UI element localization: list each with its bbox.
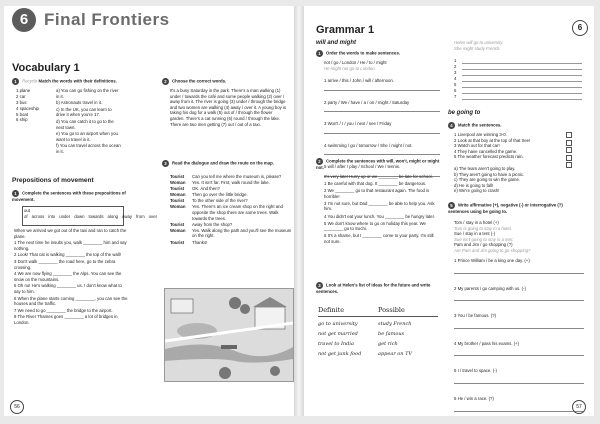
answer-line — [462, 94, 582, 100]
table-header — [318, 306, 438, 317]
answer-line — [454, 273, 584, 286]
dialogue-speaker: Tourist — [170, 239, 185, 245]
dialogue-text: Yes. There's an ice cream shop on the right and opposite the shop there are some trees. Walk towards the trees. — [192, 204, 283, 221]
vocab-word: 4 spaceship — [16, 105, 39, 111]
answer-line-number: 7 — [454, 94, 457, 99]
answer-line — [454, 411, 584, 416]
dialogue-speaker: Woman — [170, 227, 186, 233]
answer-line-number: 5 — [454, 82, 457, 87]
answer-line-number: 2 — [454, 64, 457, 69]
table-cell: go to university — [318, 321, 358, 327]
helen-ideas-table — [318, 306, 438, 376]
unit-badge-right: 6 — [572, 20, 588, 36]
g1-item: 4 swimming / go / tomorrow / She / might / not. — [324, 142, 413, 148]
table-cell: not get married — [318, 331, 358, 337]
g1-item: 5 will / after / play / School / We / tennis. — [324, 164, 401, 170]
dialogue-speaker: Woman — [170, 192, 186, 198]
table-cell: get rich — [378, 341, 398, 347]
g5-instruction: 5 Write affirmative (+), negative (-) or interrogative (?) sentences using be going to. — [448, 202, 563, 214]
g2-item: 3 I'm not sure, but Dad ________ be able to help you. Ask him. — [324, 200, 435, 212]
table-cell: study French — [378, 321, 412, 327]
answer-line — [454, 355, 584, 368]
ex2-instruction: 2 Choose the correct words. — [162, 78, 290, 85]
g5-example: Sue / stay in a tent (-) — [454, 231, 496, 237]
dialogue-text: Then go over the little bridge. — [192, 192, 248, 198]
answer-box — [566, 132, 572, 138]
table-cell: be famous — [378, 331, 405, 337]
dialogue-line — [170, 240, 292, 246]
answer-line — [454, 383, 584, 396]
helen-example-2: She might study French. — [454, 46, 501, 51]
g2-item: 2 We ________ go to that restaurant again. The food is horrible! — [324, 188, 430, 199]
g4-answers — [454, 166, 582, 194]
g4-answer: e) We're going to crash! — [454, 188, 500, 194]
park-map-svg — [165, 289, 293, 381]
g1-instruction: 1 Order the words to make sentences. — [316, 50, 441, 57]
unit-badge: 6 — [12, 8, 36, 32]
table-cell: travel to India — [318, 341, 354, 347]
dialogue-text: Can you tell me where the museum is, please? — [192, 174, 282, 179]
vocab-definitions — [56, 88, 122, 156]
dialogue-line — [170, 192, 292, 198]
g4-item: 1 Liverpool are winning 3-0. — [454, 132, 507, 137]
dialogue-speaker: Woman — [170, 204, 186, 210]
dialogue-text: Thanks! — [192, 239, 208, 245]
dialogue-line — [170, 174, 292, 180]
g5-example: Tom / stay in a hotel (+) — [454, 220, 499, 225]
vocab-word: 2 car — [16, 93, 26, 99]
g4-item: 4 They have cancelled the game. — [454, 148, 518, 154]
g1-example: not / go / London / He / to / might — [324, 60, 387, 65]
table-cell: appear on TV — [378, 351, 413, 357]
dialogue-speaker: Tourist — [170, 221, 185, 227]
ex2-text: It's a busy Saturday in the park. There's a man walking (1) under / towards the café and some people walking (2) over / away from it. The river is going (3) under / through the bridge and two women are walking (4) away / over it. A young boy is taking his dog for a walk (5) out of / through the flower garden. There's a cat running (6) round / through the lake. There are two men getting (7) out / out of a taxi. — [170, 88, 287, 127]
answer-box — [566, 140, 572, 146]
answer-line — [454, 328, 584, 341]
answer-box — [566, 147, 572, 153]
word-box-item: from — [136, 213, 145, 219]
word-box-item: under — [59, 213, 71, 219]
g5-examples — [454, 220, 584, 254]
prepositions-title: Prepositions of movement — [12, 177, 94, 184]
g2-item: It's very late! Hurry up or we ________ be late for school. — [324, 174, 433, 179]
right-page — [304, 6, 594, 416]
unit-header — [4, 6, 294, 36]
ex1-items — [14, 228, 128, 327]
dialogue-text: OK. And then? — [192, 186, 220, 192]
word-box-item: out of — [24, 208, 30, 219]
vocab-word: 6 ship — [16, 117, 28, 123]
answer-line-number: 4 — [454, 76, 457, 81]
ex1-sentence: 1 The next time he insults you, walk ________ him and say nothing. — [14, 240, 127, 251]
word-box-item: along — [107, 213, 119, 219]
g1-item: 2 party / We / have / a / on / might / Saturday — [324, 99, 410, 105]
answer-line — [454, 300, 584, 313]
will-might-subtitle: will and might — [316, 40, 356, 46]
park-map-illustration — [164, 288, 294, 382]
answer-box — [566, 155, 572, 161]
g2-item: 4 You didn't eat your lunch. You ________ be hungry later. — [324, 213, 435, 219]
dialogue-line — [170, 228, 292, 239]
table-head-cell: Definite — [318, 306, 345, 314]
answer-line — [324, 133, 440, 143]
vocab-definition: d) You can catch it to go to the next town. — [56, 118, 114, 130]
book-gutter — [294, 6, 304, 416]
vocab-instruction: 1 Recycle Match the words with their definitions. — [12, 78, 117, 85]
answer-line-number: 1 — [454, 58, 457, 63]
dialogue-speaker: Tourist — [170, 198, 185, 204]
ex3-instruction: 3 Read the dialogue and draw the route on the map. — [162, 160, 290, 167]
g5-items — [454, 258, 584, 416]
table-row — [318, 331, 438, 337]
g4-answer: c) They are going to win the game. — [454, 177, 521, 183]
dialogue-line — [170, 222, 292, 228]
ex1-instruction: 1 Complete the sentences with these prepositions of movement. — [12, 190, 126, 202]
g4-item: 5 The weather forecast predicts rain. — [454, 154, 524, 160]
dialogue-speaker: Tourist — [170, 186, 185, 192]
g5-item: 3 You / be famous. (?) — [454, 313, 497, 319]
table-row — [318, 351, 438, 357]
g1-item: 1 arrive / this / John / will / afternoon. — [324, 78, 394, 83]
left-page — [4, 6, 294, 416]
dialogue-text: Yes. Walk along the path and you'll see the museum on the right. — [192, 227, 292, 239]
vocab-definition: c) In the UK, you can learn to drive it when you're 17. — [56, 106, 112, 118]
word-box-item: away — [122, 213, 133, 219]
g5-example: Sue isn't going to stay in a tent. — [454, 236, 514, 242]
g4-answer: b) They aren't going to have a picnic. — [454, 171, 525, 177]
g5-example: Are Pam and Jim going to go shopping? — [454, 247, 531, 253]
word-box-item: across — [31, 213, 45, 219]
answer-line — [324, 111, 440, 121]
vocab-words — [16, 88, 39, 123]
unit-title: Final Frontiers — [44, 10, 170, 29]
dialogue-text: Away from the shop? — [192, 221, 233, 227]
g4-answer: d) He is going to fall! — [454, 182, 494, 188]
answer-line — [324, 90, 440, 100]
answer-line-row — [454, 94, 582, 100]
ex1-sentence: 2 Look! That cat is walking ________ the top of the wall! — [14, 252, 121, 258]
dialogue-line — [170, 204, 292, 221]
ex1-sentence: 8 The River Thames goes ________ a lot of bridges in London. — [14, 314, 118, 325]
dialogue-speaker: Woman — [170, 180, 186, 186]
word-box-item: down — [74, 213, 85, 219]
g4-item: 2 Look at that boy at the top of that tree! — [454, 137, 531, 143]
ex1-sentence: 3 Don't walk ________ the road here, go to the zebra crossing. — [14, 258, 116, 270]
dialogue-line — [170, 180, 292, 186]
g5-example: Pam and Jim / go shopping (?) — [454, 242, 513, 248]
g2-item: 6 It's a shame, but I ________ come to your party. I'm still not sure. — [324, 233, 434, 244]
g5-item: 1 Prince William / be a king one day. (+) — [454, 258, 530, 263]
ex1-sentence: 4 We are now flying ________ the Alps. You can see the snow on the mountains. — [14, 271, 122, 282]
dialogue-text: To the other side of the river? — [192, 198, 248, 204]
g2-instruction: 2 Complete the sentences with will, won't, might or might not. — [316, 158, 440, 170]
g4-answer-boxes — [566, 132, 578, 170]
g4-item: 3 Watch out for that car! — [454, 143, 500, 149]
g5-item: 4 My brother / pass his exams. (+) — [454, 340, 520, 346]
answer-line-number: 6 — [454, 88, 457, 93]
page-number-left: 56 — [10, 400, 24, 414]
g2-item: 5 We don't know where to go on holiday this year. We ________ go to Sochi. — [324, 220, 426, 232]
be-going-to-subtitle: be going to — [448, 110, 481, 116]
g1-example-answer: He might not go to London. — [324, 66, 376, 71]
g4-items — [454, 132, 564, 160]
word-box-item: over — [148, 213, 158, 219]
word-box-item: towards — [88, 213, 104, 219]
grammar-title: Grammar 1 — [316, 24, 375, 36]
vocab-definition: b) Astronauts travel in it. — [56, 100, 103, 106]
vocab-definition: a) You can go fishing on the river in it. — [56, 88, 119, 99]
page-number-right: 57 — [572, 400, 586, 414]
g5-item: 6 He / win a race. (?) — [454, 395, 494, 401]
ex1-sentence: 5 Oh no! He's walking ________ us. I don't know what to say to him. — [14, 283, 122, 294]
helen-example-1: Helen will go to university. — [454, 40, 504, 45]
dialogue-text: Yes. It isn't far. First, walk round the lake. — [192, 180, 270, 186]
g3-instruction: 3 Look at Helen's list of ideas for the future and write sentences. — [316, 282, 431, 294]
dialogue-line — [170, 198, 292, 204]
vocab-definition: f) You can travel across the ocean in it. — [56, 143, 121, 154]
vocab-word: 5 boat — [16, 111, 28, 117]
dialogue-line — [170, 186, 292, 192]
g4-instruction: 4 Match the sentences. — [448, 122, 578, 129]
g1-item: 3 Won't / I / you / next / see / Friday — [324, 121, 392, 127]
g3-answer-lines — [454, 58, 582, 100]
dialogue-speaker: Tourist — [170, 174, 185, 179]
vocabulary-title: Vocabulary 1 — [12, 62, 80, 74]
vocab-word: 3 bus — [16, 99, 27, 105]
word-box-item: into — [48, 213, 56, 219]
ex1-sentence: When we arrived we got out of the taxi and ran to catch the plane. — [14, 228, 127, 239]
g5-item: 5 I / travel to space. (-) — [454, 368, 497, 374]
ex1-word-box — [22, 206, 158, 226]
vocab-word: 1 plane — [16, 88, 31, 93]
dialogue — [170, 174, 292, 246]
g2-items — [324, 174, 440, 246]
ex1-sentence: 7 We need to go ________ the bridge to the airport. — [14, 307, 113, 313]
g2-item: 1 Be careful with that dog. It ________ be dangerous. — [324, 181, 427, 187]
g4-answer: a) The team aren't going to play. — [454, 166, 516, 171]
g5-item: 2 My parents / go camping with us. (-) — [454, 285, 526, 291]
answer-line-number: 3 — [454, 70, 457, 75]
g5-example: Tom is going to stay in a hotel. — [454, 225, 512, 231]
ex1-sentence: 6 When the plane starts coming ________, you can see the houses and the traffic. — [14, 295, 128, 307]
table-head-cell: Possible — [378, 306, 405, 314]
table-row — [318, 321, 438, 327]
table-row — [318, 341, 438, 347]
table-cell: not get junk food — [318, 351, 362, 357]
vocab-definition: e) You go to an airport when you want to travel in it. — [56, 131, 118, 142]
